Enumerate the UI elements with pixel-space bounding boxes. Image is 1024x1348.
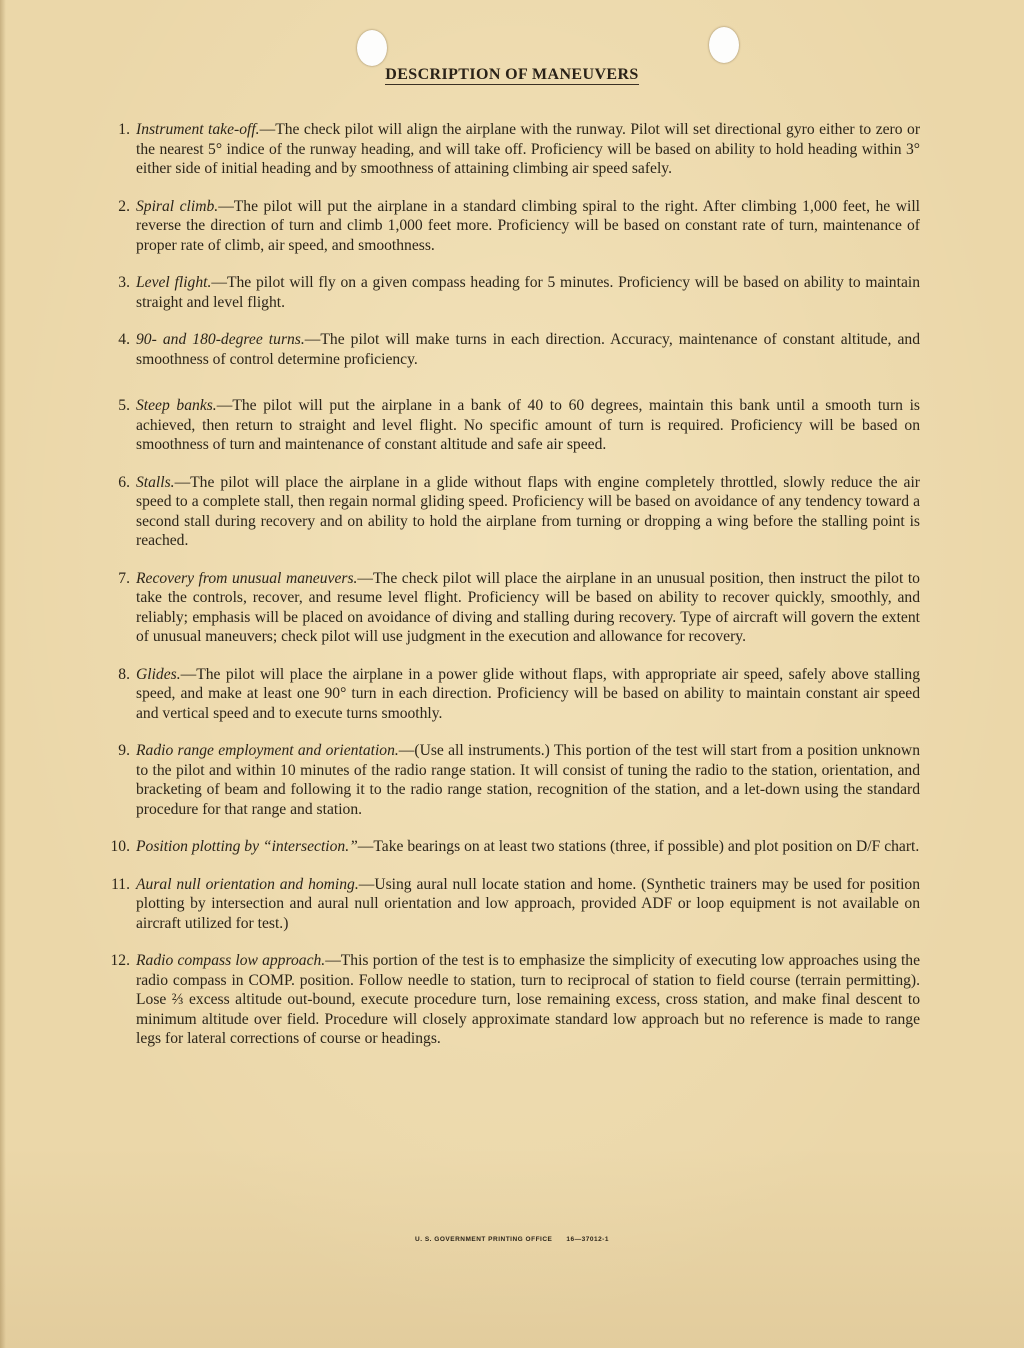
maneuver-item-10: [104, 837, 920, 857]
item-number: 5.: [118, 397, 130, 414]
item-number: 4.: [118, 331, 130, 348]
item-text: —The pilot will fly on a given compass heading for 5 minutes. Proficiency will be based on ability to maintain straight and level flight.: [136, 274, 920, 311]
maneuver-item-7: [104, 569, 920, 647]
paper-edge-shadow: [0, 0, 6, 1348]
maneuver-item-8: [104, 665, 920, 724]
print-code: 16—37012-1: [566, 1236, 609, 1243]
punch-hole-right: [709, 27, 739, 63]
item-heading: Recovery from unusual maneuvers.: [136, 569, 358, 587]
item-heading: Spiral climb.: [136, 197, 219, 215]
maneuver-item-4: [104, 330, 920, 369]
maneuver-item-1: [104, 120, 920, 179]
item-text: —This portion of the test is to emphasize the simplicity of executing low approaches using the radio compass in COMP. position. Follow needle to station, turn to reciprocal of station to field course (terrain permitting). Lose ⅔ excess altitude out-bound, execute procedure turn, lose remaining excess, cross station, and make final descent to minimum altitude over field. Procedure will closely approximate standard low approach but no reference is made to range legs for lateral corrections of course or headings.: [136, 952, 920, 1047]
item-heading: Radio compass low approach.: [136, 952, 326, 969]
item-text: —The pilot will put the airplane in a standard climbing spiral to the right. After climbing 1,000 feet, he will reverse the direction of turn and climb 1,000 feet more. Proficiency will be based on constant rate of turn, maintenance of proper rate of climb, air speed, and smoothness.: [136, 197, 920, 254]
item-number: 12.: [110, 952, 130, 969]
item-text: —The pilot will make turns in each direction. Accuracy, maintenance of constant altitude, and smoothness of control determine proficiency.: [136, 331, 920, 368]
item-text: —Take bearings on at least two stations (three, if possible) and plot position on D/F chart.: [357, 838, 920, 855]
item-number: 3.: [118, 274, 130, 291]
page-title-text: DESCRIPTION OF MANEUVERS: [385, 66, 639, 83]
item-number: 10.: [110, 838, 130, 855]
item-text: —The check pilot will align the airplane with the runway. Pilot will set directional gyro either to zero or the nearest 5° indice of the runway heading, and will take off. Proficiency will be based on ability to hold heading within 3° either side of initial heading and by smoothness of attaining climbing air speed safely.: [136, 121, 921, 177]
printer-name: U. S. GOVERNMENT PRINTING OFFICE: [415, 1236, 553, 1243]
page-title: [0, 66, 1024, 84]
printer-imprint: [0, 1236, 1024, 1243]
item-number: 11.: [111, 875, 130, 893]
item-heading: 90- and 180-degree turns.: [136, 331, 305, 348]
item-heading: Position plotting by “intersection.”: [136, 838, 358, 855]
item-heading: Stalls.: [136, 473, 175, 491]
maneuver-list: [104, 120, 920, 1049]
maneuver-item-6: [104, 473, 920, 551]
item-text: —The pilot will put the airplane in a bank of 40 to 60 degrees, maintain this bank until a smooth turn is achieved, then return to straight and level flight. No specific amount of turn is required. Proficiency will be based on smoothness of turn and maintenance of constant altitude and safe air speed.: [136, 397, 920, 453]
item-number: 9.: [118, 742, 130, 759]
maneuver-item-5: [104, 396, 920, 455]
maneuver-item-2: [104, 197, 920, 256]
item-text: —Using aural null locate station and home. (Synthetic trainers may be used for position plotting by intersection and aural null orientation and low approach, provided ADF or loop equipment is not available on aircraft utilized for test.): [136, 875, 920, 932]
item-number: 6.: [118, 473, 130, 491]
item-number: 7.: [118, 569, 130, 587]
item-text: —The pilot will place the airplane in a glide without flaps with engine completely throttled, slowly reduce the air speed to a complete stall, then regain normal gliding speed. Proficiency will be based on avoidance of any tendency toward a second stall during recovery and on ability to hold the airplane from turning or dropping a wing before the stalling point is reached.: [136, 473, 920, 549]
item-text: —The pilot will place the airplane in a power glide without flaps, with appropriate air speed, safely above stalling speed, and make at least one 90° turn in each direction. Proficiency will be based on ability to maintain constant air speed and vertical speed and to execute turns smoothly.: [136, 665, 920, 722]
item-text: —The check pilot will place the airplane in an unusual position, then instruct the pilot to take the controls, recover, and resume level flight. Proficiency will be based on ability to recover quickly, smoothly, and reliably; emphasis will be placed on avoidance of diving and stalling during recovery. Type of aircraft will govern the extent of unusual maneuvers; check pilot will use judgment in the execution and allowance for recovery.: [136, 569, 920, 645]
item-heading: Glides.: [136, 665, 181, 683]
item-heading: Level flight.: [136, 274, 212, 291]
item-heading: Instrument take-off.: [136, 121, 260, 138]
item-text: —(Use all instruments.) This portion of the test will start from a position unknown to the pilot and within 10 minutes of the radio range station. It will consist of tuning the radio to the station, orientation, and bracketing of beam and following it to the radio range station, recognition of the station, and a let-down using the standard procedure for that range and station.: [136, 742, 920, 818]
maneuver-item-3: [104, 273, 920, 312]
item-heading: Aural null orientation and homing.: [136, 875, 359, 893]
maneuver-item-9: [104, 741, 920, 819]
item-heading: Steep banks.: [136, 397, 217, 414]
item-heading: Radio range employment and orientation.: [136, 742, 399, 759]
maneuver-item-12: [104, 951, 920, 1049]
punch-hole-left: [357, 30, 387, 66]
item-number: 1.: [118, 121, 130, 138]
maneuver-item-11: [104, 875, 920, 934]
item-number: 2.: [118, 197, 130, 215]
item-number: 8.: [118, 665, 130, 683]
